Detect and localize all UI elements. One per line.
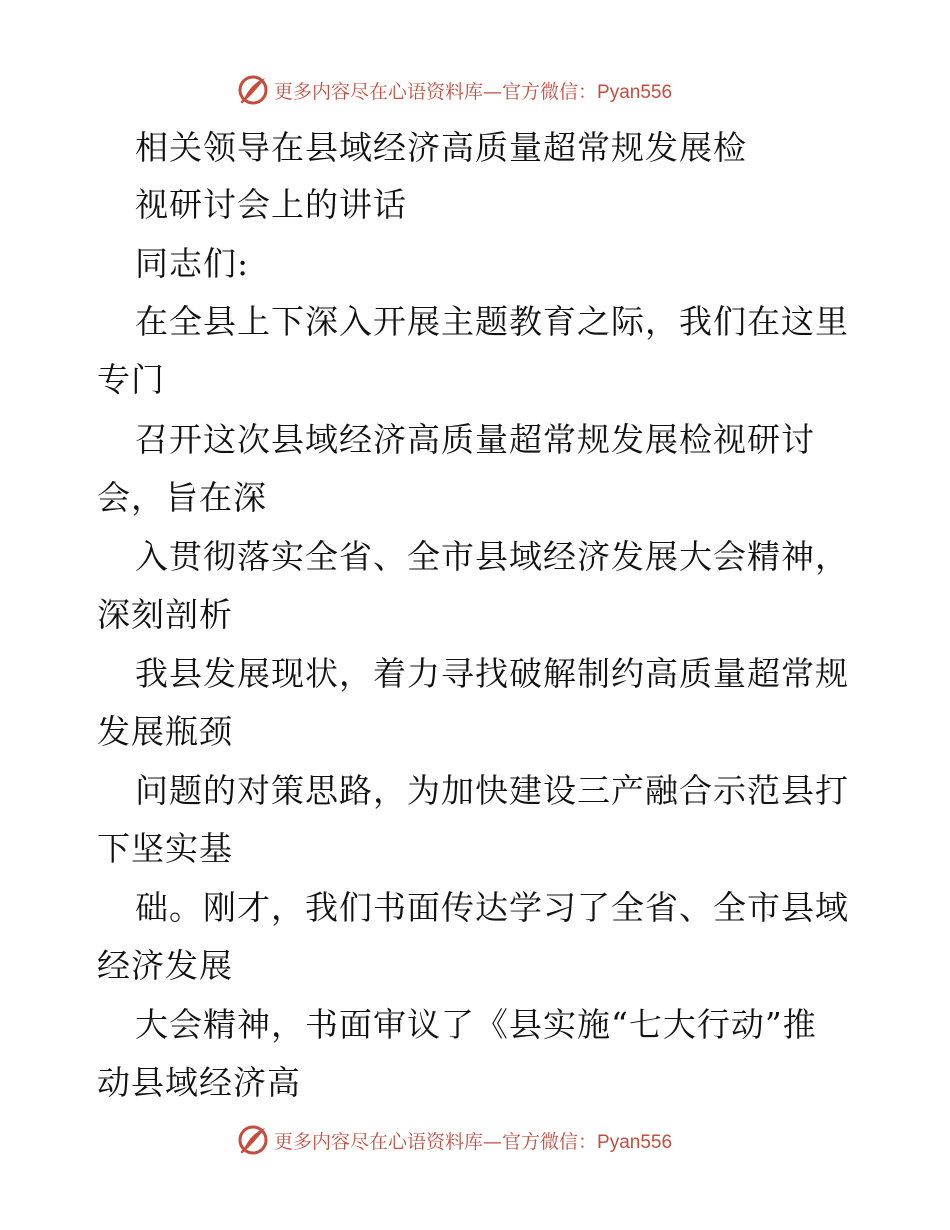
text-line: 入贯彻落实全省、全市县域经济发展大会精神， (135, 537, 849, 576)
text-line: 下坚实基 (97, 829, 233, 868)
quill-logo-icon (236, 1123, 270, 1157)
text-line: 大会精神，书面审议了《县实施“七大行动”推 (135, 1005, 817, 1044)
watermark-main: 更多内容尽在心语资料库 (274, 80, 484, 103)
header-watermark (236, 72, 672, 108)
watermark-text (274, 77, 672, 104)
text-line: 专门 (97, 360, 165, 399)
text-line: 经济发展 (97, 946, 233, 985)
text-line: 发展瓶颈 (97, 712, 233, 751)
salutation: 同志们: (135, 244, 250, 283)
title-line-1: 相关领导在县域经济高质量超常规发展检 (135, 128, 747, 167)
text-line: 会，旨在深 (97, 478, 267, 517)
text-line: 问题的对策思路，为加快建设三产融合示范县打 (135, 771, 849, 810)
watermark-text (274, 1127, 672, 1154)
text-line: 我县发展现状，着力寻找破解制约高质量超常规 (135, 654, 849, 693)
text-line: 召开这次县域经济高质量超常规发展检视研讨 (135, 420, 815, 459)
quill-logo-icon (236, 73, 270, 107)
watermark-wechat-id: Pyan556 (597, 81, 673, 103)
title-line-2: 视研讨会上的讲话 (135, 185, 407, 224)
text-line: 在全县上下深入开展主题教育之际，我们在这里 (135, 302, 849, 341)
watermark-separator: — (483, 80, 503, 103)
watermark-main: 更多内容尽在心语资料库 (274, 1130, 484, 1153)
watermark-wechat-id: Pyan556 (597, 1131, 673, 1153)
watermark-suffix: 官方微信： (502, 1130, 598, 1153)
text-line: 深刻剖析 (97, 595, 233, 634)
watermark-suffix: 官方微信： (502, 80, 598, 103)
watermark-separator: — (483, 1130, 503, 1153)
text-line: 础。刚才，我们书面传达学习了全省、全市县域 (135, 888, 849, 927)
text-line: 动县域经济高 (97, 1063, 301, 1102)
footer-watermark (236, 1122, 672, 1158)
